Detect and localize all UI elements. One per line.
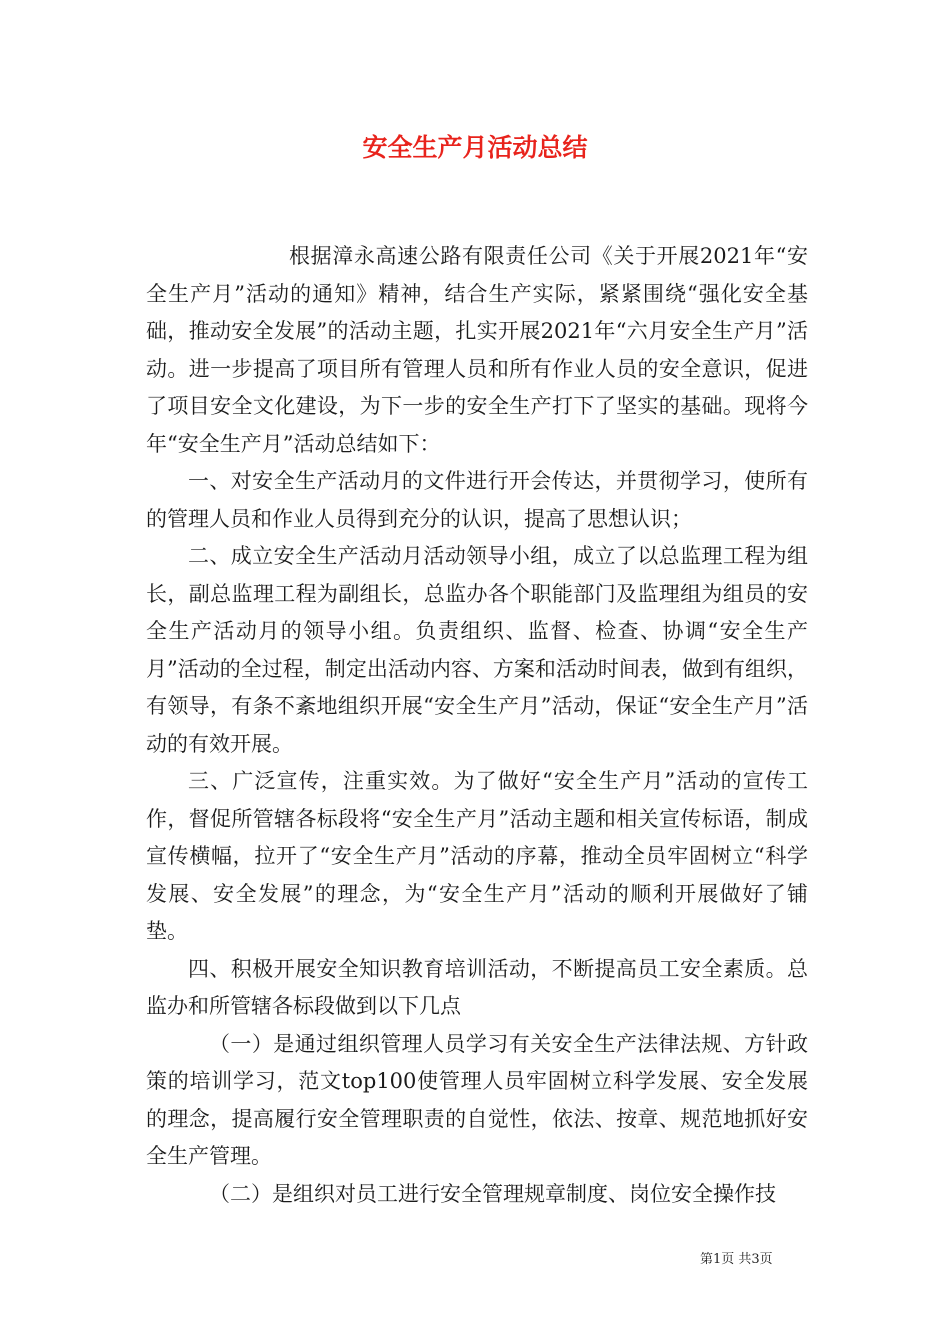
paragraph-section-1: 一、对安全生产活动月的文件进行开会传达，并贯彻学习，使所有的管理人员和作业人员得到充分的认识，提高了思想认识； [146,469,808,531]
paragraph-intro: 根据漳永高速公路有限责任公司《关于开展2021年“安全生产月”活动的通知》精神，结合生产实际，紧紧围绕“强化安全基础，推动安全发展”的活动主题，扎实开展2021年“六月安全生产月”活动。进一步提高了项目所有管理人员和所有作业人员的安全意识，促进了项目安全文化建设，为下一步的安全生产打下了坚实的基础。现将今年“安全生产月”活动总结如下： [146,244,808,456]
page-number-footer: 第1页 共3页 [700,1252,773,1267]
paragraph-section-2: 二、成立安全生产活动月活动领导小组，成立了以总监理工程为组长，副总监理工程为副组长，总监办各个职能部门及监理组为组员的安全生产活动月的领导小组。负责组织、监督、检查、协调“安全生产月”活动的全过程，制定出活动内容、方案和活动时间表，做到有组织，有领导，有条不紊地组织开展“安全生产月”活动，保证“安全生产月”活动的有效开展。 [146,544,808,756]
paragraph-subsection-1: （一）是通过组织管理人员学习有关安全生产法律法规、方针政策的培训学习，范文top100使管理人员牢固树立科学发展、安全发展的理念，提高履行安全管理职责的自觉性，依法、按章、规范地抓好安全生产管理。 [146,1031,808,1168]
document-body [146,238,808,1213]
paragraph-subsection-2: （二）是组织对员工进行安全管理规章制度、岗位安全操作技 [209,1181,776,1206]
document-title: 安全生产月活动总结 [362,133,588,162]
paragraph-section-3: 三、广泛宣传，注重实效。为了做好“安全生产月”活动的宣传工作，督促所管辖各标段将“安全生产月”活动主题和相关宣传标语，制成宣传横幅，拉开了“安全生产月”活动的序幕，推动全员牢固树立“科学发展、安全发展”的理念，为“安全生产月”活动的顺利开展做好了铺垫。 [146,769,808,943]
paragraph-section-4: 四、积极开展安全知识教育培训活动，不断提高员工安全素质。总监办和所管辖各标段做到以下几点 [146,956,808,1018]
